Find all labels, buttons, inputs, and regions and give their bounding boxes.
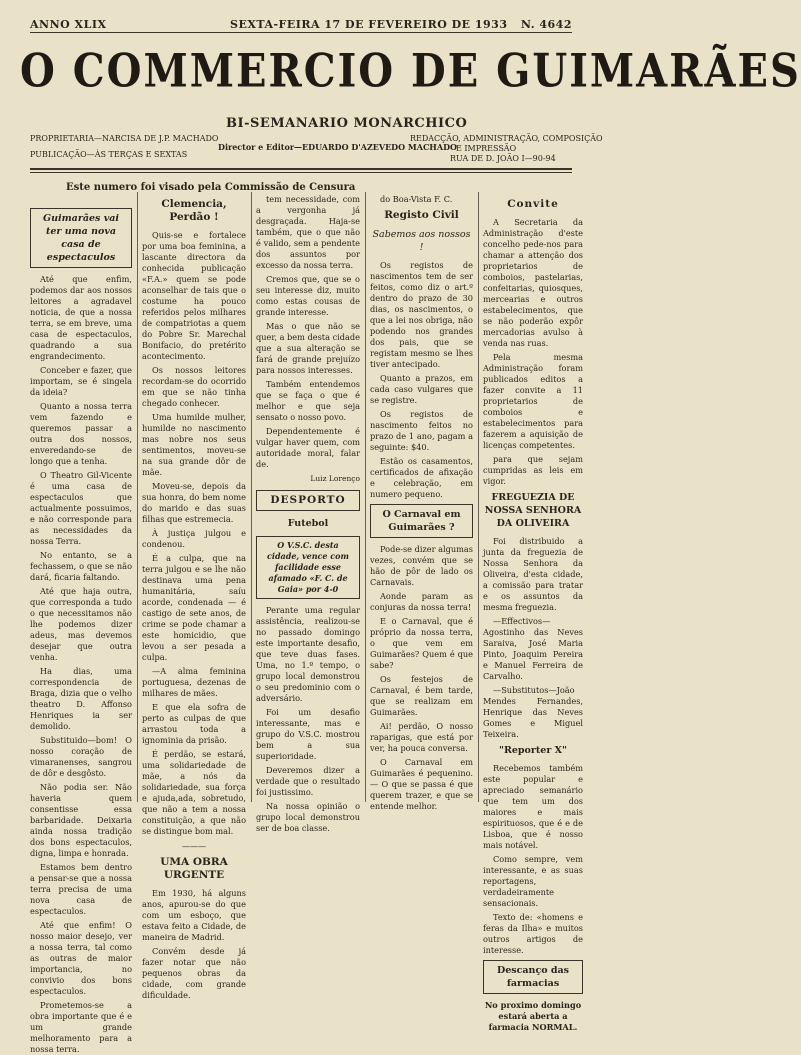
paragraph: Foi um desafio interessante, mas e grupo do V.S.C. mostrou bem a sua superioridade. bbox=[256, 707, 360, 761]
paragraph: —Substitutos—João Mendes Fernandes, Henrique das Neves Gomes e Miguel Teixeira. bbox=[483, 685, 583, 739]
paragraph: Substituido—bom! O nosso coração de vimaranenses, sangrou de dôr e desgôsto. bbox=[30, 735, 132, 778]
paragraph: E o Carnaval, que é próprio da nossa terra, o que vem em Guimarães? Quem é que sabe? bbox=[370, 616, 473, 670]
paragraph: Os nossos leitores recordam-se do ocorrido em que se não tinha chegado conhecer. bbox=[142, 365, 246, 408]
paragraph: Quanto a nossa terra vem fazendo e queremos passar a outra dos nossos, enveredando-se de longo que a tenha. bbox=[30, 401, 132, 466]
paragraph: Os registos de nascimento feitos no prazo de 1 ano, pagam a seguinte: $40. bbox=[370, 409, 473, 452]
column-1 bbox=[30, 204, 132, 1054]
newspaper-page bbox=[6, 4, 801, 1054]
paragraph: Mas o que não se quer, a bem desta cidade que a sua alteração se fará de grande prejuízo para nossos interesses. bbox=[256, 321, 360, 375]
column-divider bbox=[478, 192, 479, 802]
column-divider bbox=[365, 192, 366, 802]
paragraph: Até que enfim, podemos dar aos nossos leitores a agradavel noticia, de que a nossa terra, se em breve, uma casa de espectaculos, quadrando a sua engrandecimento. bbox=[30, 274, 132, 361]
paragraph: Recebemos também este popular e apreciado semanário que tem um dos maiores e mais espirituosos, que é e de Lisboa, que é nosso mais notável. bbox=[483, 763, 583, 850]
paragraph: Em 1930, há alguns anos, apurou-se do que com um esboço, que estava feito a Cidade, de maneira de Madrid. bbox=[142, 888, 246, 942]
paragraph: Deveremos dizer a verdade que o resultado foi justissimo. bbox=[256, 765, 360, 797]
section-heading: DESPORTO bbox=[256, 490, 360, 511]
date-label: SEXTA-FEIRA 17 DE FEVEREIRO DE 1933 bbox=[230, 18, 508, 31]
article-heading: Futebol bbox=[287, 518, 329, 529]
paragraph: Os registos de nascimentos tem de ser feitos, como diz o art.º dentro do prazo de 30 dias, os nascimentos, o que a lei nos obriga, não podendo nos grandes dos pais, que se registam mesmo se lhes tiver antecipado. bbox=[370, 260, 473, 369]
paragraph: Quanto a prazos, em cada caso vulgares que se registre. bbox=[370, 373, 473, 405]
article-heading: Registo Civil bbox=[384, 209, 459, 221]
article-heading: FREGUEZIA DE NOSSA SENHORA DA OLIVEIRA bbox=[484, 492, 582, 529]
headline-box: O V.S.C. desta cidade, vence com facilidade esse afamado «F. C. de Gaia» por 4-0 bbox=[256, 536, 360, 599]
separator: ——— bbox=[182, 842, 206, 851]
paragraph: Aonde param as conjuras da nossa terra! bbox=[370, 591, 473, 612]
paragraph: Moveu-se, depois da sua honra, do bem nome do marido e das suas filhas que estremecia. bbox=[142, 481, 246, 524]
article-heading: Clemencia, Perdão ! bbox=[161, 198, 227, 223]
article-heading: UMA OBRA URGENTE bbox=[160, 856, 228, 881]
paragraph: É a culpa, que na terra julgou e se lhe não destinava uma pena humanitária, saíu acorde, condenada — é castigo de sete anos, de crime se pode chamar a este homicidio, que levou a ser pesada a culpa. bbox=[142, 553, 246, 662]
paragraph: Estamos bem dentro a pensar-se que a nossa terra precisa de uma nova casa de espectaculos. bbox=[30, 862, 132, 916]
owner-line: PROPRIETARIA—NARCISA DE J.P. MACHADO bbox=[30, 134, 219, 143]
paragraph: Como sempre, vem interessante, e as suas reportagens, verdadeiramente sensacionais. bbox=[483, 854, 583, 908]
article-heading: Convite bbox=[507, 198, 559, 210]
column-2 bbox=[142, 194, 246, 1000]
paragraph: À justiça julgou e condenou. bbox=[142, 528, 246, 549]
paragraph: O Carnaval em Guimarães é pequenino. — O que se passa é que querem trazer, e que se entende melhor. bbox=[370, 757, 473, 811]
paragraph: Estão os casamentos, certificados de afixação e celebração, em numero pequeno. bbox=[370, 456, 473, 499]
paragraph: Prometemos-se a obra importante que é e um grande melhoramento para a nossa terra. bbox=[30, 1000, 132, 1054]
column-5 bbox=[483, 194, 583, 1032]
paragraph: Até que haja outra, que corresponda a tudo o que necessitamos não lhe podemos dizer adeus, mas devemos desejar que outra venha. bbox=[30, 586, 132, 662]
issue-number: N. 4642 bbox=[520, 18, 572, 31]
article-signature: Luiz Lorenço bbox=[310, 474, 360, 483]
divider bbox=[30, 168, 572, 170]
paragraph: Quis-se e fortalece por uma boa feminina, a lascante directora da conhecida publicação «F.A.» quem se pode aconselhar de tais que o costume ha pouco referidos pelos milhares de compatriotas a quem do Pobre Sr. Marechal Bonifacio, do pretérito acontecimento. bbox=[142, 230, 246, 361]
paragraph: Texto de: «homens e feras da Ilha» e muitos outros artigos de interesse. bbox=[483, 912, 583, 955]
paragraph: para que sejam cumpridas as leis em vigor. bbox=[483, 454, 583, 486]
paragraph: Na nossa opinião o grupo local demonstrou ser de boa classe. bbox=[256, 801, 360, 833]
paragraph: Também entendemos que se faça o que é melhor e que seja sensato o nosso povo. bbox=[256, 379, 360, 422]
paragraph: É perdão, se estará, uma solidariedade de mãe, a nós da solidariedade, sua força e ajuda,ada, sobretudo, que não a tem a nossa constituição, a que não se distingue bom mal. bbox=[142, 749, 246, 836]
paragraph: —Effectivos—Agostinho das Neves Saraiva, José Maria Pinto, Joaquim Pereira e Manuel Ferreira de Carvalho. bbox=[483, 616, 583, 681]
paragraph: Até que enfim! O nosso maior desejo, ver a nossa terra, tal como as outras de maior importancia, no convivio dos bons espectaculos. bbox=[30, 920, 132, 996]
address-line: RUA DE D. JOÃO I—90-94 bbox=[450, 154, 556, 163]
column-3 bbox=[256, 194, 360, 833]
pharmacy-notice: No proximo domingo estará aberta a farmacia NORMAL. bbox=[484, 1000, 582, 1032]
column-4 bbox=[370, 194, 474, 811]
newspaper-subtitle: BI-SEMANARIO MONARCHICO bbox=[226, 116, 468, 131]
paragraph: tem necessidade, com a vergonha já desgraçada. Haja-se também, que o que não é valido, sem a pendente dos assuntos por excesso da nossa terra. bbox=[256, 194, 360, 270]
article-heading: Guimarães vai ter uma nova casa de espectaculos bbox=[30, 208, 132, 268]
year-label: ANNO XLIX bbox=[30, 18, 107, 31]
impressao-line: E IMPRESSÃO bbox=[456, 144, 517, 153]
paragraph: Conceber e fazer, que importam, se é singela da ideia? bbox=[30, 365, 132, 397]
article-subheading: Sabemos aos nossos ! bbox=[372, 229, 471, 253]
paragraph: Convém desde já fazer notar que não pequenos obras da cidade, com grande dificuldade. bbox=[142, 946, 246, 1000]
divider bbox=[30, 32, 572, 33]
redaccao-line: REDACÇÃO, ADMINISTRAÇÃO, COMPOSIÇÃO bbox=[410, 134, 603, 143]
paragraph: O Theatro Gil-Vicente é uma casa de espectaculos que actualmente possuimos, e não corresponde para as necessidades da nossa Terra. bbox=[30, 470, 132, 546]
paragraph: Não podia ser. Não haveria quem consentisse essa barbaridade. Deixaria ainda nossa tradição dos bons espectaculos, digna, limpa e honrada. bbox=[30, 782, 132, 858]
paragraph: Pela mesma Administração foram publicados editos a fazer convite a 11 proprietarios de comboios e estabelecimentos para fazerem a aquisição de licenças competentes. bbox=[483, 352, 583, 450]
paragraph: Uma humilde mulher, humilde no nascimento mas nobre nos seus sentimentos, moveu-se na sua grande dôr de mãe. bbox=[142, 412, 246, 477]
column-divider bbox=[251, 192, 252, 802]
censura-notice: Este numero foi visado pela Commissão de Censura bbox=[66, 182, 356, 193]
divider bbox=[30, 172, 572, 173]
paragraph: Os festejos de Carnaval, é bem tarde, que se realizam em Guimarães. bbox=[370, 674, 473, 717]
article-heading: O Carnaval em Guimarães ? bbox=[370, 504, 473, 538]
paragraph: E que ela sofra de perto as culpas de que arrastou toda a ignominia da prisão. bbox=[142, 702, 246, 745]
paragraph: Foi distribuido a junta da freguezia de Nossa Senhora da Oliveira, d'esta cidade, a comissão para tratar e os assuntos da mesma freguezia. bbox=[483, 536, 583, 612]
director-line: Director e Editor—EDUARDO D'AZEVEDO MACHADO bbox=[218, 142, 457, 152]
paragraph: Ha dias, uma correspondencia de Braga, dizia que o velho theatro D. Affonso Henriques ia ser demolido. bbox=[30, 666, 132, 731]
paragraph: —A alma feminina portuguesa, dezenas de milhares de mães. bbox=[142, 666, 246, 698]
column-divider bbox=[137, 192, 138, 802]
paragraph: Pode-se dizer algumas vezes, convém que se hão de pôr de lado os Carnavais. bbox=[370, 544, 474, 587]
paragraph: Cremos que, que se o seu interesse diz, muito como estas cousas de grande interesse. bbox=[256, 274, 360, 317]
article-heading: "Reporter X" bbox=[499, 745, 567, 756]
paragraph: Dependentemente é vulgar haver quem, com autoridade moral, falar de. bbox=[256, 426, 360, 469]
article-heading: Descanço das farmacias bbox=[483, 960, 583, 994]
paragraph: No entanto, se a fechassem, o que se não dará, ficaria faltando. bbox=[30, 550, 132, 582]
publication-line: PUBLICAÇÃO—ÀS TERÇAS E SEXTAS bbox=[30, 150, 188, 159]
paragraph: Ai! perdão, O nosso raparigas, que está por ver, ha pouca conversa. bbox=[370, 721, 473, 753]
paragraph: A Secretaria da Administração d'este concelho pede-nos para chamar a attenção dos proprietarios de comboios, pastelarias, confeitarias, quiosques, mercearias e outros estabelecimentos, que se não poderão expôr mercadorias avulso à venda nas ruas. bbox=[483, 217, 583, 348]
paragraph: Perante uma regular assistência, realizou-se no passado domingo este importante desafio, que teve duas fases. Uma, no 1.º tempo, o grupo local demonstrou o seu predominio com o adversário. bbox=[256, 605, 360, 703]
dateline bbox=[30, 18, 572, 32]
newspaper-title: O COMMERCIO DE GUIMARÃES bbox=[20, 43, 801, 98]
paragraph: do Boa-Vista F. C. bbox=[380, 194, 453, 204]
